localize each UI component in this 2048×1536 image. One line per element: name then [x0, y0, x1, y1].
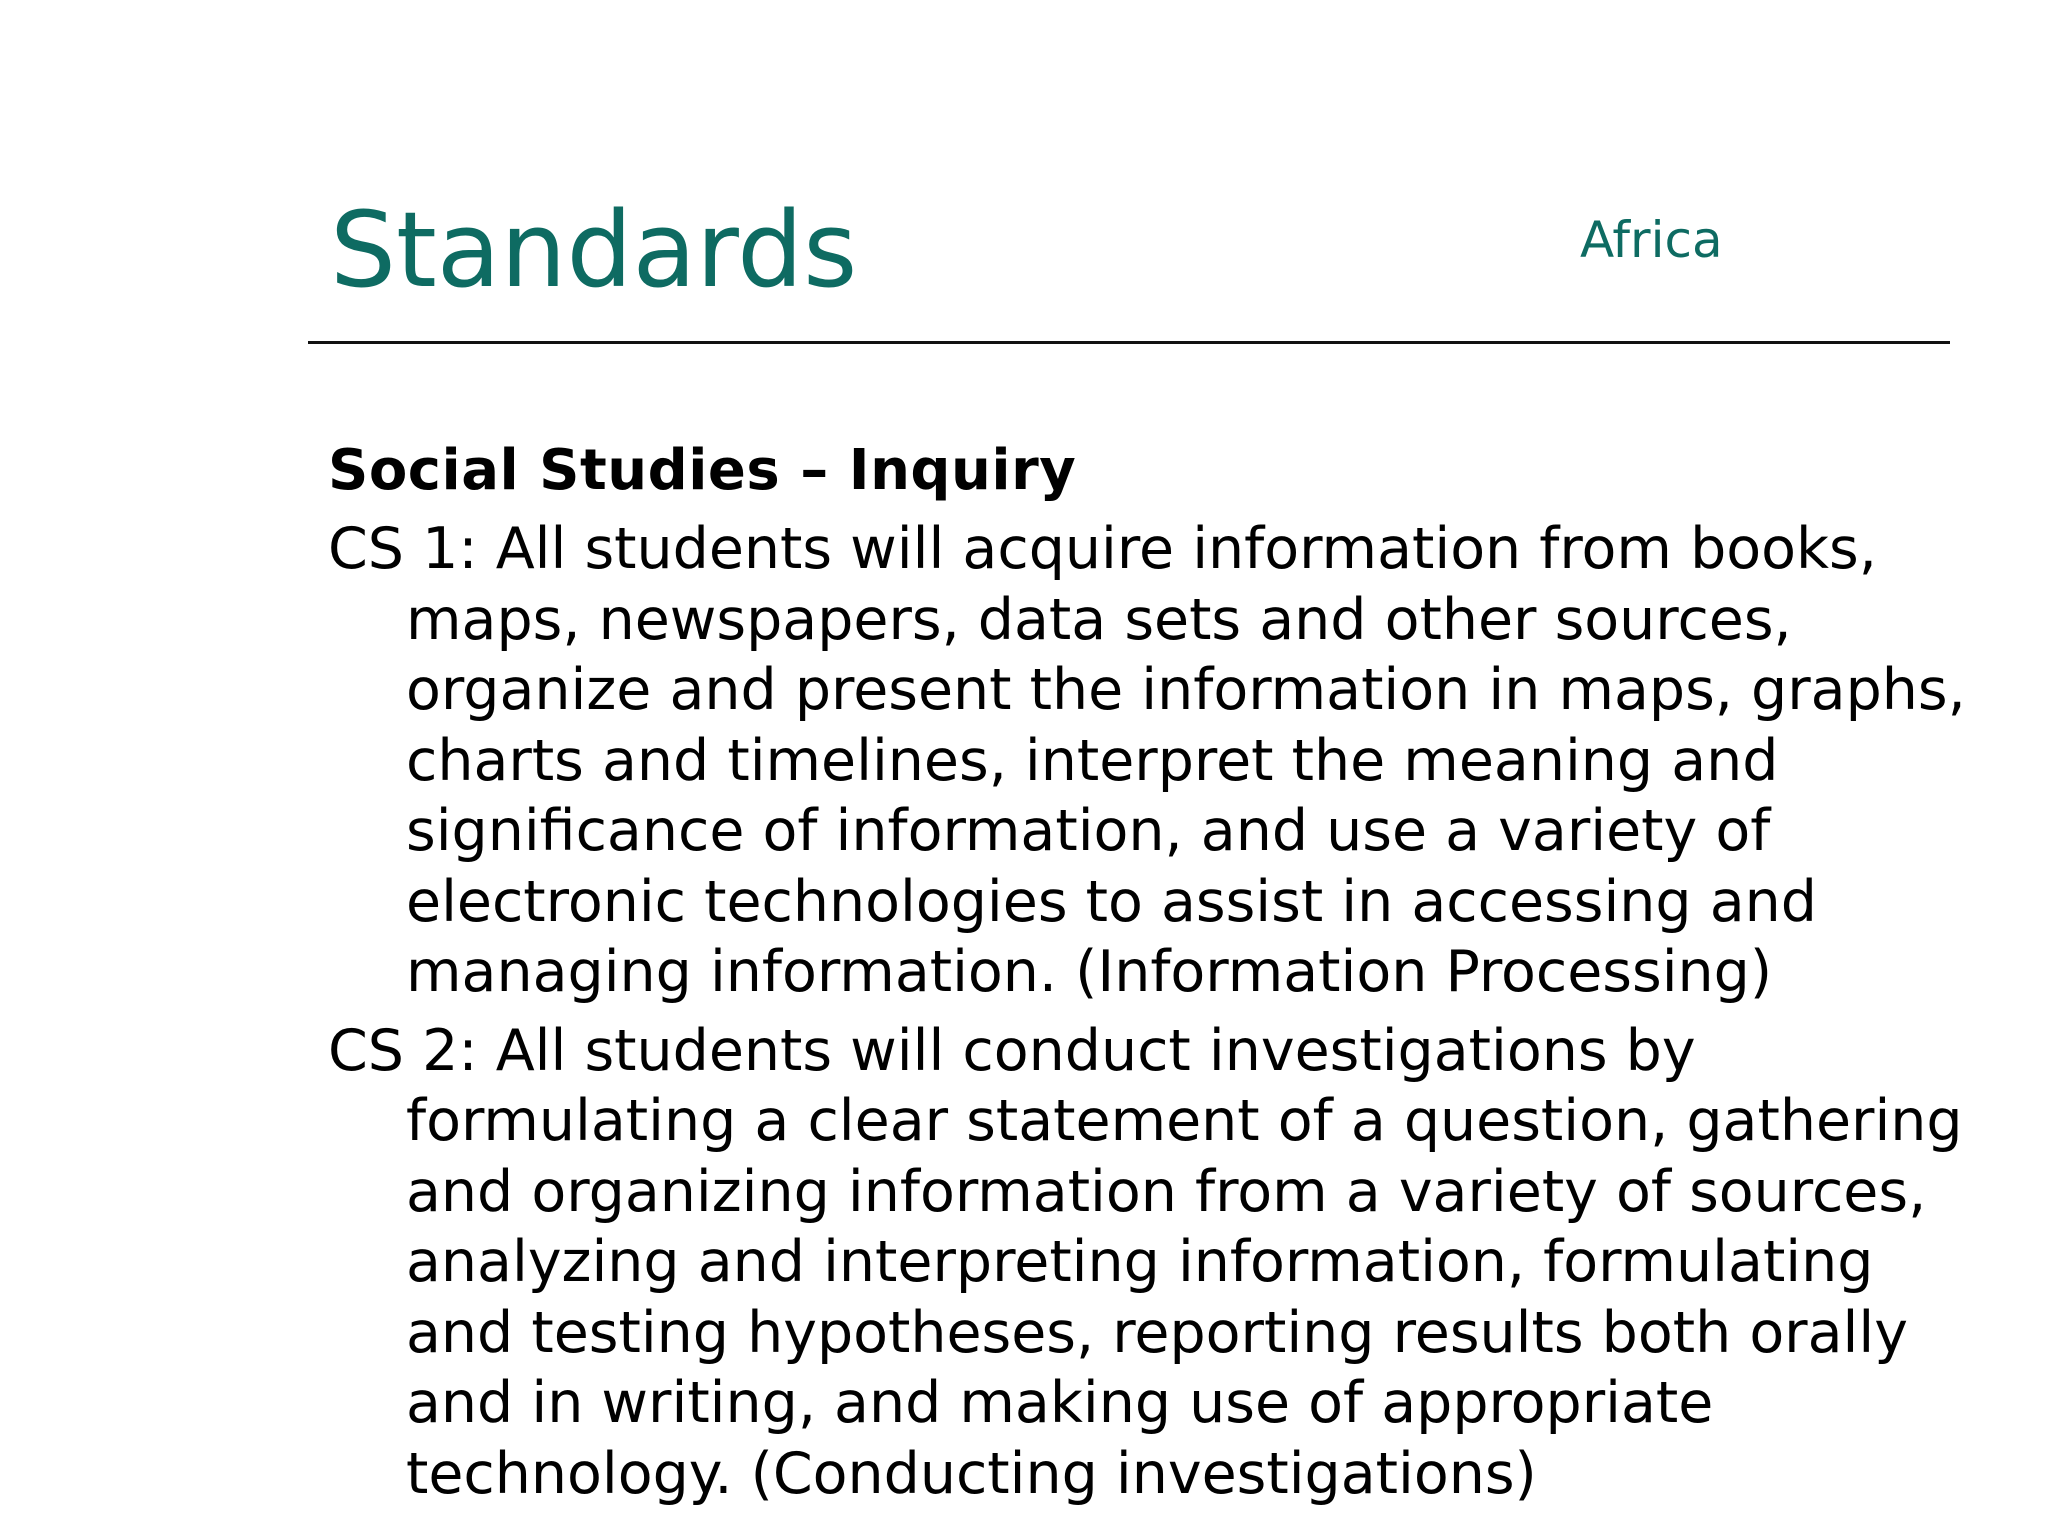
title-divider [308, 341, 1950, 344]
slide-subtitle: Africa [1580, 211, 1723, 269]
section-heading: Social Studies – Inquiry [328, 438, 1077, 503]
slide-body [328, 436, 1978, 1517]
standard-cs2: CS 2: All students will conduct investigations by formulating a clear statement of a question, gathering and organizing information from a variety of sources, analyzing and interpreting information, formulating and testing hypotheses, reporting results both orally and in writing, and making use of appropriate technology. (Conducting investigations) [328, 1017, 1963, 1507]
slide-title: Standards [330, 189, 858, 311]
standard-cs1: CS 1: All students will acquire information from books, maps, newspapers, data sets and other sources, organize and present the information in maps, graphs, charts and timelines, interpret the meaning and significance of information, and use a variety of electronic technologies to assist in accessing and managing information. (Information Processing) [328, 516, 1966, 1005]
